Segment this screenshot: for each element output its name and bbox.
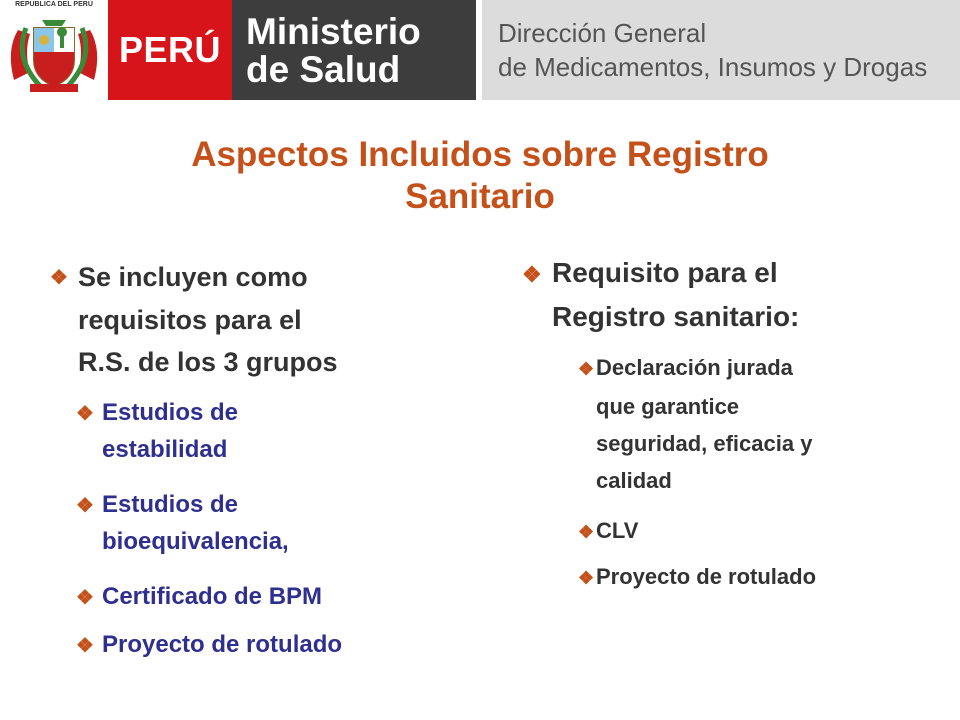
header-banner <box>0 0 960 110</box>
left-item-4 <box>76 627 456 664</box>
left-main-bullet <box>50 256 450 383</box>
left-item-1 <box>76 395 456 468</box>
coat-of-arms-icon <box>0 0 108 100</box>
coat-of-arms <box>0 0 108 100</box>
right-item-1-line1: Declaración jurada <box>596 355 793 380</box>
right-item-2 <box>578 512 938 551</box>
direccion-line1: Dirección General <box>498 18 707 48</box>
left-item-4-line1: Proyecto de rotulado <box>102 631 343 658</box>
peru-badge <box>108 0 232 100</box>
right-main-line1: Requisito para el <box>552 257 778 288</box>
left-item-1-line2: estabilidad <box>102 436 228 463</box>
direccion-badge <box>482 0 960 100</box>
diamond-bullet-icon: ❖ <box>522 262 542 287</box>
right-item-1-line2: que garantice <box>596 394 740 419</box>
left-main-line2: requisitos para el <box>78 305 302 335</box>
shield-caption: REPÚBLICA DEL PERÚ <box>15 1 93 8</box>
right-item-1-line4: calidad <box>596 468 672 493</box>
title-line1: Aspectos Incluidos sobre Registro <box>191 135 769 174</box>
slide-title <box>60 134 900 218</box>
right-main-bullet <box>522 252 942 338</box>
diamond-bullet-icon: ❖ <box>50 267 68 289</box>
left-item-3-line1: Certificado de BPM <box>102 583 323 610</box>
left-main-line3: R.S. de los 3 grupos <box>78 347 338 377</box>
right-item-3 <box>578 558 938 597</box>
right-item-3-line1: Proyecto de rotulado <box>596 564 817 589</box>
left-item-1-line1: Estudios de <box>102 399 239 426</box>
left-item-2-line2: bioequivalencia, <box>102 528 289 555</box>
diamond-bullet-icon: ❖ <box>76 403 94 425</box>
right-item-2-line1: CLV <box>596 518 639 543</box>
title-line2: Sanitario <box>405 177 555 216</box>
ministerio-line1: Ministerio <box>246 11 421 52</box>
right-main-line2: Registro sanitario: <box>552 301 800 332</box>
peru-label: PERÚ <box>118 29 222 70</box>
diamond-bullet-icon: ❖ <box>76 587 94 609</box>
right-item-1-line3: seguridad, eficacia y <box>596 431 813 456</box>
right-item-1 <box>578 349 938 499</box>
left-item-2-line1: Estudios de <box>102 491 239 518</box>
diamond-bullet-icon: ❖ <box>578 359 595 379</box>
direccion-line2: de Medicamentos, Insumos y Drogas <box>498 52 928 82</box>
left-item-3 <box>76 579 456 616</box>
diamond-bullet-icon: ❖ <box>578 568 595 588</box>
ministerio-badge <box>232 0 476 100</box>
diamond-bullet-icon: ❖ <box>578 522 595 542</box>
left-item-2 <box>76 487 456 560</box>
left-main-line1: Se incluyen como <box>78 262 308 292</box>
diamond-bullet-icon: ❖ <box>76 635 94 657</box>
diamond-bullet-icon: ❖ <box>76 495 94 517</box>
ministerio-line2: de Salud <box>246 49 401 90</box>
